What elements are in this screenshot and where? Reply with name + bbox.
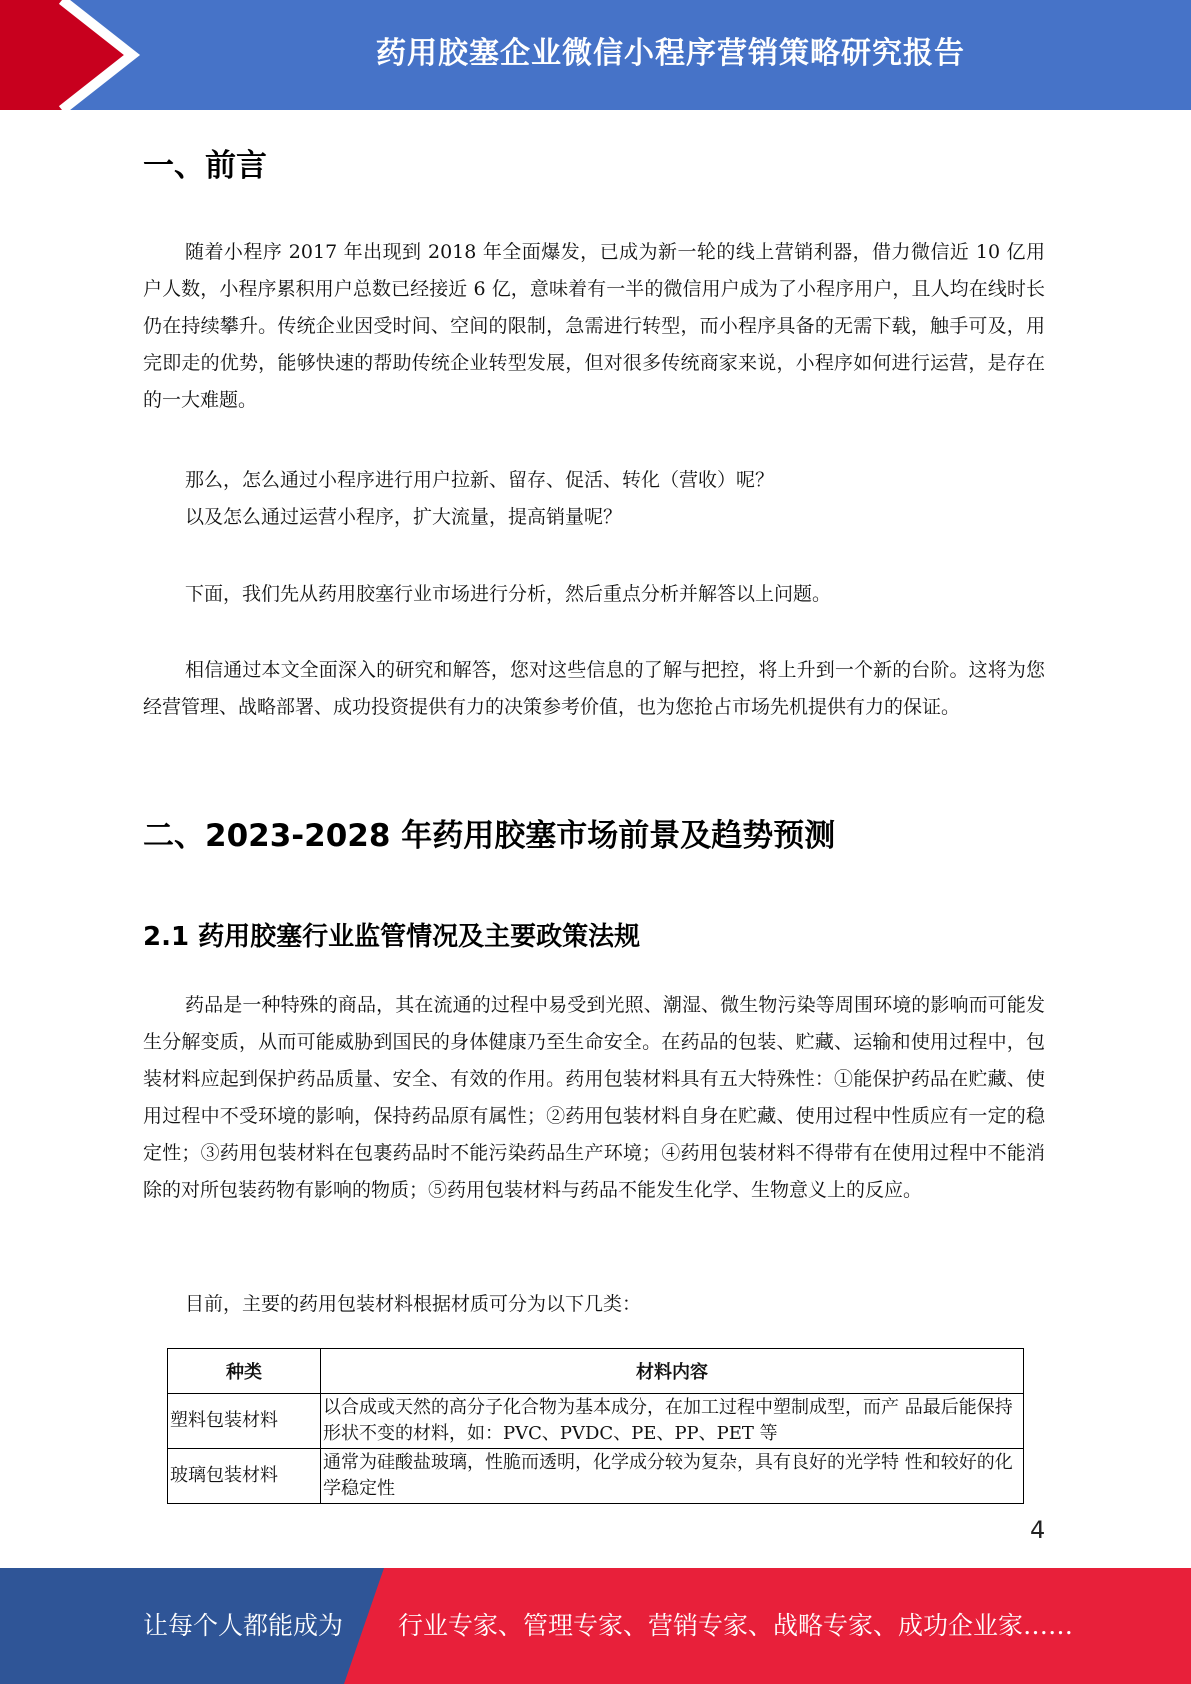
report-title: 药用胶塞企业微信小程序营销策略研究报告 <box>376 36 965 71</box>
page-header <box>0 0 1191 110</box>
question-line: 以及怎么通过运营小程序，扩大流量，提高销量呢？ <box>185 506 623 528</box>
footer-slogan-right: 行业专家、管理专家、营销专家、战略专家、成功企业家…… <box>398 1611 1074 1640</box>
section-heading-preface: 一、前言 <box>143 148 267 184</box>
table-intro: 目前，主要的药用包装材料根据材质可分为以下几类： <box>185 1293 642 1315</box>
table-row <box>168 1449 1024 1504</box>
paragraph: 药品是一种特殊的商品，其在流通的过程中易受到光照、潮湿、微生物污染等周围环境的影响而可能发生分解变质，从而可能威胁到国民的身体健康乃至生命安全。在药品的包装、贮藏、运输和使用过程中，包装材料应起到保护药品质量、安全、有效的作用。药用包装材料具有五大特殊性：①能保护药品在贮藏、使用过程中不受环境的影响，保持药品原有属性；②药用包装材料自身在贮藏、使用过程中性质应有一定的稳定性；③药用包装材料在包裹药品时不能污染药品生产环境；④药用包装材料不得带有在使用过程中不能消除的对所包装药物有影响的物质；⑤药用包装材料与药品不能发生化学、生物意义上的反应。 <box>143 994 1045 1201</box>
table-cell-content: 通常为硅酸盐玻璃，性脆而透明，化学成分较为复杂，具有良好的光学特 性和较好的化学稳定性 <box>321 1449 1024 1504</box>
materials-table <box>167 1348 1024 1504</box>
table-cell-kind: 玻璃包装材料 <box>168 1449 321 1504</box>
question-line: 那么，怎么通过小程序进行用户拉新、留存、促活、转化（营收）呢？ <box>185 469 775 491</box>
table-cell-kind: 塑料包装材料 <box>168 1394 321 1449</box>
table-header-kind: 种类 <box>168 1349 321 1394</box>
subsection-heading: 2.1 药用胶塞行业监管情况及主要政策法规 <box>143 922 641 952</box>
table-header-row <box>168 1349 1024 1394</box>
paragraph: 下面，我们先从药用胶塞行业市场进行分析，然后重点分析并解答以上问题。 <box>185 583 832 605</box>
page-number: 4 <box>1030 1516 1046 1544</box>
paragraph: 相信通过本文全面深入的研究和解答，您对这些信息的了解与把控，将上升到一个新的台阶。这将为您经营管理、战略部署、成功投资提供有力的决策参考价值，也为您抢占市场先机提供有力的保证。 <box>143 659 1045 718</box>
section-heading-forecast: 二、2023-2028 年药用胶塞市场前景及趋势预测 <box>143 818 836 854</box>
footer-slogan-left: 让每个人都能成为 <box>143 1611 344 1640</box>
table-cell-content: 以合成或天然的高分子化合物为基本成分，在加工过程中塑制成型，而产 品最后能保持形状不变的材料，如：PVC、PVDC、PE、PP、PET 等 <box>321 1394 1024 1449</box>
page-footer <box>0 1568 1191 1684</box>
table-row <box>168 1394 1024 1449</box>
paragraph: 随着小程序 2017 年出现到 2018 年全面爆发，已成为新一轮的线上营销利器，借力微信近 10 亿用户人数，小程序累积用户总数已经接近 6 亿，意味着有一半的微信用户成为了小程序用户，且人均在线时长仍在持续攀升。传统企业因受时间、空间的限制，急需进行转型，而小程序具备的无需下载，触手可及，用完即走的优势，能够快速的帮助传统企业转型发展，但对很多传统商家来说，小程序如何进行运营，是存在的一大难题。 <box>143 241 1045 411</box>
table-header-content: 材料内容 <box>321 1349 1024 1394</box>
